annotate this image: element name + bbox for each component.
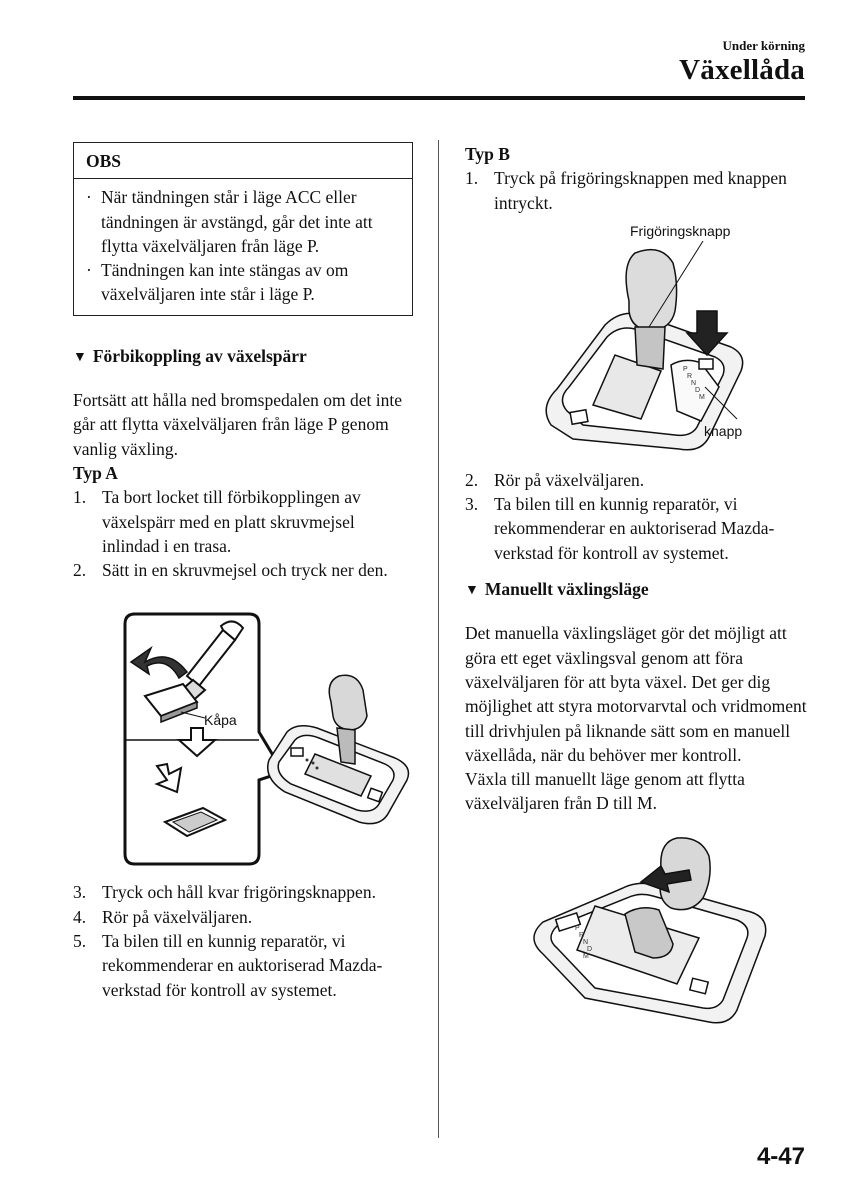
- list-item: [73, 929, 413, 1002]
- left-column: [73, 142, 413, 1002]
- list-text: Sätt in en skruvmejsel och tryck ner den.: [102, 560, 388, 581]
- obs-item-text: Tändningen kan inte stängas av om växelväljaren inte står i läge P.: [101, 260, 349, 305]
- figure-manual-mode: [465, 834, 810, 1034]
- list-item: [73, 558, 413, 582]
- list-text: Tryck och håll kvar frigöringsknappen.: [102, 882, 376, 903]
- type-b-label: Typ B: [465, 144, 510, 164]
- list-item: [465, 468, 810, 492]
- right-column: [465, 142, 810, 1034]
- svg-text:D: D: [695, 386, 701, 394]
- obs-item: · Tändningen kan inte stängas av om växelväljaren inte står i läge P.: [86, 258, 402, 307]
- svg-text:D: D: [587, 945, 593, 953]
- list-text: Rör på växelväljaren.: [494, 469, 645, 490]
- list-number: 4.: [73, 906, 87, 927]
- obs-item-text: När tändningen står i läge ACC eller tändningen är avstängd, går det inte att flytta växelväljaren från läge P.: [101, 187, 373, 256]
- list-text: Ta bilen till en kunnig reparatör, vi rekommenderar en auktoriserad Mazda-verkstad för kontroll av systemet.: [102, 931, 383, 1000]
- triangle-down-icon: ▼: [465, 583, 479, 599]
- type-a-label: Typ A: [73, 462, 118, 483]
- svg-text:M: M: [583, 952, 589, 960]
- list-item: [465, 492, 810, 565]
- obs-box: [73, 142, 413, 316]
- list-text: Tryck på frigöringsknappen med knappen intryckt.: [494, 168, 787, 213]
- header-section: Under körning: [722, 38, 805, 53]
- figure-type-b: [465, 215, 810, 459]
- manual-paragraph: Växla till manuellt läge genom att flytta växelväljaren från D till M.: [465, 769, 745, 814]
- figure-label-knapp: knapp: [704, 422, 743, 439]
- figure-manual-mode-drawing: [465, 834, 810, 1034]
- figure-label-kapa: Kåpa: [204, 712, 237, 729]
- bypass-intro: Fortsätt att hålla ned bromspedalen om det inte går att flytta växelväljaren från läge P genom vanlig växling.: [73, 390, 403, 459]
- list-number: 3.: [73, 882, 87, 903]
- obs-heading: OBS: [74, 143, 412, 179]
- list-item: [73, 905, 413, 929]
- list-number: 2.: [465, 469, 479, 490]
- svg-text:R: R: [687, 372, 693, 380]
- svg-text:P: P: [575, 924, 580, 932]
- page-title: Växellåda: [679, 54, 805, 86]
- list-item: [73, 880, 413, 904]
- svg-text:M: M: [699, 393, 705, 401]
- figure-type-a-drawing: [73, 612, 413, 870]
- header-rule: [73, 96, 805, 100]
- list-number: 3.: [465, 494, 479, 515]
- list-item: [465, 166, 810, 215]
- list-number: 1.: [73, 487, 87, 508]
- list-text: Rör på växelväljaren.: [102, 906, 253, 927]
- list-text: Ta bilen till en kunnig reparatör, vi rekommenderar en auktoriserad Mazda-verkstad för kontroll av systemet.: [494, 494, 775, 563]
- triangle-down-icon: ▼: [73, 349, 87, 365]
- list-number: 2.: [73, 560, 87, 581]
- bypass-heading-text: Förbikoppling av växelspärr: [92, 345, 307, 366]
- manual-heading: [465, 577, 810, 604]
- figure-label-frigoringsknapp: Frigöringsknapp: [630, 222, 731, 239]
- column-divider: [438, 140, 439, 1138]
- obs-item: · När tändningen står i läge ACC eller tändningen är avstängd, går det inte att flytta växelväljaren från läge P.: [86, 185, 402, 258]
- svg-text:P: P: [683, 365, 688, 373]
- page-number: 4-47: [756, 1143, 805, 1170]
- list-item: [73, 485, 413, 558]
- svg-text:R: R: [579, 931, 585, 939]
- manual-heading-text: Manuellt växlingsläge: [484, 579, 649, 600]
- bypass-heading: [73, 344, 413, 371]
- list-number: 1.: [465, 168, 479, 189]
- list-text: Ta bort locket till förbikopplingen av växelspärr med en platt skruvmejsel inlindad i en trasa.: [102, 487, 361, 556]
- svg-text:N: N: [691, 379, 697, 387]
- svg-text:N: N: [583, 938, 589, 946]
- list-number: 5.: [73, 931, 87, 952]
- figure-type-a: [73, 612, 413, 870]
- figure-type-b-drawing: [465, 215, 810, 459]
- manual-paragraph: Det manuella växlingsläget gör det möjligt att göra ett eget växlingsval genom att föra växelväljaren för att byta växel. Det ger dig möjlighet att styra motorvarvtal och vridmoment till drivhjulen på liknande sätt som en manuell växellåda, när du behöver mer kontroll.: [465, 623, 807, 765]
